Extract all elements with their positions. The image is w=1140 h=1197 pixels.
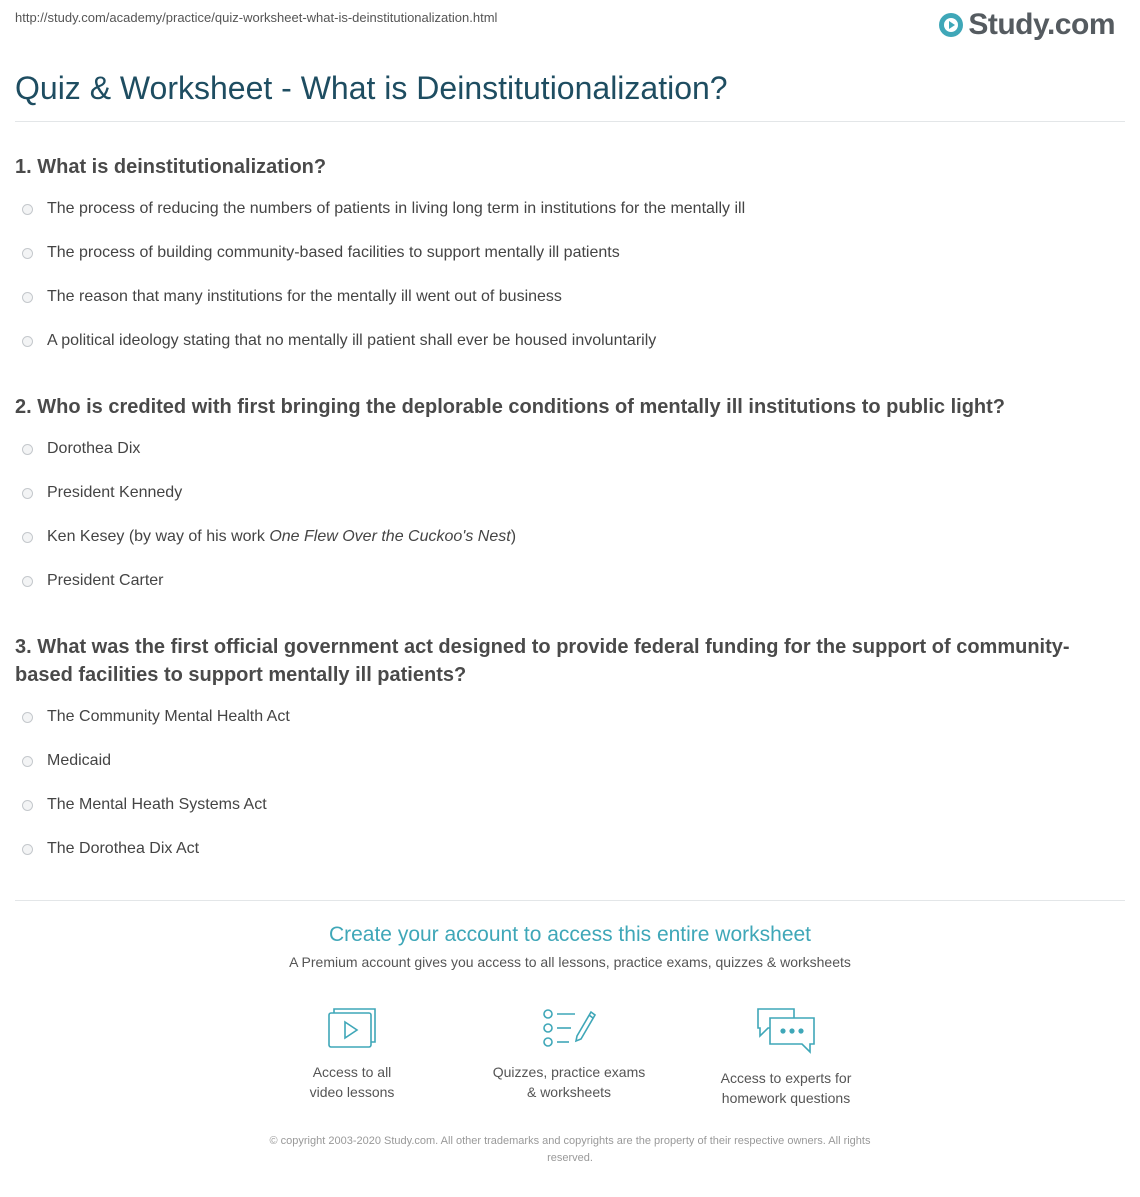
q2-option-3[interactable]: [22, 528, 516, 546]
radio-button[interactable]: [22, 712, 33, 723]
option-label: The Community Mental Health Act: [47, 708, 290, 725]
question-1: 1. What is deinstitutionalization?: [15, 156, 327, 178]
q1-option-2[interactable]: [22, 244, 620, 262]
premium-description: A Premium account gives you access to all lessons, practice exams, quizzes & worksheets: [289, 954, 851, 970]
feature-line-1: Quizzes, practice exams: [492, 1064, 646, 1080]
quiz-checklist-icon: [541, 1006, 597, 1050]
option-label: Dorothea Dix: [47, 440, 141, 457]
option-label: The reason that many institutions for the mentally ill went out of business: [47, 288, 562, 305]
create-account-link[interactable]: Create your account to access this entire worksheet: [328, 923, 812, 946]
radio-button[interactable]: [22, 204, 33, 215]
option-label: The Dorothea Dix Act: [47, 840, 200, 857]
page-url[interactable]: http://study.com/academy/practice/quiz-worksheet-what-is-deinstitutionalization.html: [15, 10, 498, 25]
option-label: The Mental Heath Systems Act: [47, 796, 267, 813]
feature-quizzes: [469, 1006, 669, 1102]
q3-option-1[interactable]: [22, 708, 290, 726]
feature-line-1: Access to all: [312, 1064, 392, 1080]
copyright-notice: © copyright 2003-2020 Study.com. All other trademarks and copyrights are the property of their respective owners. All rights reserved.: [269, 1135, 871, 1164]
option-label: President Carter: [47, 572, 164, 589]
q1-option-4[interactable]: [22, 332, 656, 350]
radio-button[interactable]: [22, 576, 33, 587]
option-label: The process of building community-based facilities to support mentally ill patients: [47, 244, 620, 261]
video-lessons-icon: [326, 1006, 378, 1050]
option-label: A political ideology stating that no mentally ill patient shall ever be housed involuntarily: [47, 332, 657, 349]
radio-button[interactable]: [22, 248, 33, 259]
question-2: 2. Who is credited with first bringing the deplorable conditions of mentally ill institutions to public light?: [15, 396, 1006, 418]
page-title: Quiz & Worksheet - What is Deinstitutionalization?: [15, 70, 728, 106]
option-label: President Kennedy: [47, 484, 183, 501]
study-logo[interactable]: [938, 8, 1115, 42]
feature-line-2: & worksheets: [526, 1084, 612, 1100]
q1-option-3[interactable]: [22, 288, 562, 306]
radio-button[interactable]: [22, 844, 33, 855]
option-label: The process of reducing the numbers of patients in living long term in institutions for the mentally ill: [47, 200, 746, 217]
radio-button[interactable]: [22, 488, 33, 499]
feature-line-1: Access to experts for: [720, 1070, 852, 1086]
feature-video-lessons: [252, 1006, 452, 1102]
chat-experts-icon: [754, 1006, 818, 1056]
logo-text: Study.com: [968, 8, 1115, 41]
q2-option-1[interactable]: [22, 440, 140, 458]
q3-option-4[interactable]: [22, 840, 199, 858]
feature-experts: [686, 1006, 886, 1108]
q1-option-1[interactable]: [22, 200, 745, 218]
q2-option-2[interactable]: [22, 484, 182, 502]
option-label: Medicaid: [47, 752, 112, 769]
feature-line-2: homework questions: [721, 1090, 851, 1106]
radio-button[interactable]: [22, 292, 33, 303]
q2-option-4[interactable]: [22, 572, 164, 590]
feature-line-2: video lessons: [309, 1084, 395, 1100]
q3-option-3[interactable]: [22, 796, 267, 814]
play-circle-icon: [938, 12, 964, 38]
option-label: Ken Kesey (by way of his work One Flew Over the Cuckoo's Nest): [47, 528, 517, 545]
radio-button[interactable]: [22, 800, 33, 811]
title-divider: [15, 121, 1125, 122]
cta-divider: [15, 900, 1125, 901]
book-title: One Flew Over the Cuckoo's Nest: [269, 528, 511, 545]
question-3: 3. What was the first official government act designed to provide federal funding for the support of community-based facilities to support mentally ill patients?: [15, 636, 1070, 686]
radio-button[interactable]: [22, 532, 33, 543]
radio-button[interactable]: [22, 336, 33, 347]
radio-button[interactable]: [22, 444, 33, 455]
q3-option-2[interactable]: [22, 752, 111, 770]
radio-button[interactable]: [22, 756, 33, 767]
